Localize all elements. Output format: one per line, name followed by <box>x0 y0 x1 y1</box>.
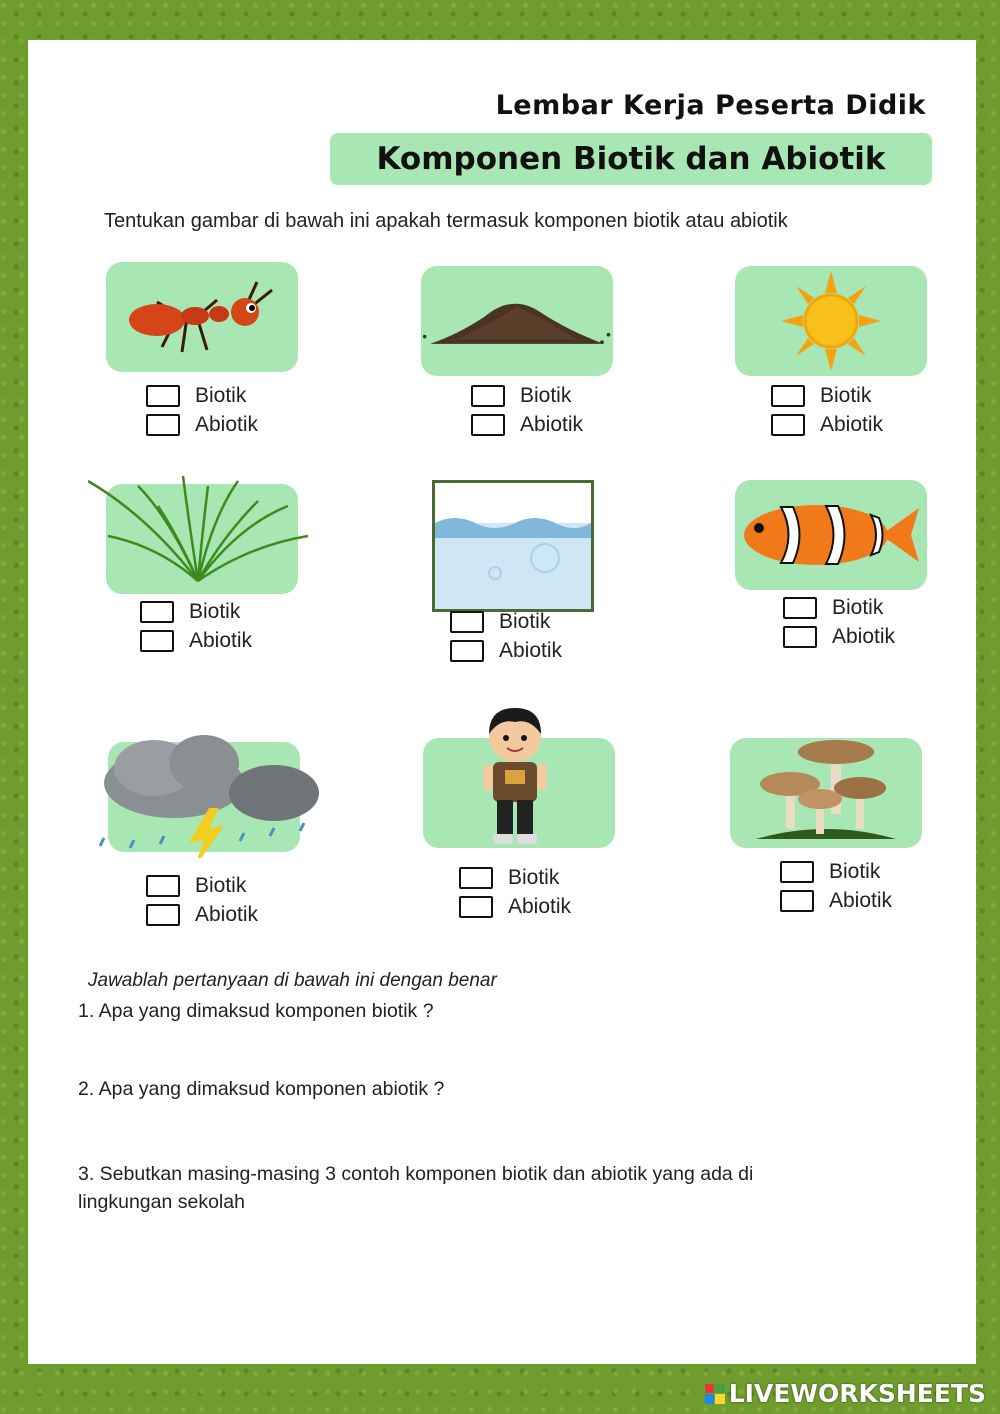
option-abiotik[interactable]: Abiotik <box>771 411 883 439</box>
option-abiotik[interactable]: Abiotik <box>780 887 892 915</box>
option-biotik[interactable]: Biotik <box>146 382 258 410</box>
checkbox[interactable] <box>780 861 814 883</box>
checkbox[interactable] <box>471 414 505 436</box>
checkbox[interactable] <box>140 601 174 623</box>
option-biotik[interactable]: Biotik <box>450 608 562 636</box>
clownfish-picture <box>735 480 927 590</box>
option-abiotik[interactable]: Abiotik <box>450 637 562 665</box>
option-abiotik[interactable]: Abiotik <box>146 411 258 439</box>
question-3-line-1: 3. Sebutkan masing-masing 3 contoh komponen biotik dan abiotik yang ada di <box>78 1163 754 1185</box>
option-abiotik[interactable]: Abiotik <box>459 893 571 921</box>
option-biotik[interactable]: Biotik <box>471 382 583 410</box>
checkbox[interactable] <box>783 626 817 648</box>
boy-picture <box>423 738 615 848</box>
checkbox[interactable] <box>146 875 180 897</box>
checkbox[interactable] <box>459 867 493 889</box>
option-abiotik[interactable]: Abiotik <box>783 623 895 651</box>
checkbox[interactable] <box>771 385 805 407</box>
option-biotik[interactable]: Biotik <box>780 858 892 886</box>
option-biotik[interactable]: Biotik <box>771 382 883 410</box>
question-2: 2. Apa yang dimaksud komponen abiotik ? <box>78 1078 445 1100</box>
option-abiotik[interactable]: Abiotik <box>146 901 258 929</box>
checkbox[interactable] <box>459 896 493 918</box>
sun-icon <box>781 271 881 371</box>
mushroom-icon <box>746 724 906 844</box>
liveworksheets-logo <box>705 1379 986 1408</box>
worksheet-title: Lembar Kerja Peserta Didik <box>495 90 926 121</box>
brand-name: LIVEWORKSHEETS <box>728 1379 986 1408</box>
checkbox[interactable] <box>771 414 805 436</box>
ant-picture <box>106 262 298 372</box>
water-picture <box>432 480 594 612</box>
soil-picture <box>421 266 613 376</box>
checkbox[interactable] <box>146 904 180 926</box>
checkbox[interactable] <box>471 385 505 407</box>
worksheet-page <box>28 40 976 1364</box>
checkbox[interactable] <box>450 640 484 662</box>
ant-icon <box>127 272 277 362</box>
logo-mark-icon <box>705 1384 725 1404</box>
topic-banner: Komponen Biotik dan Abiotik <box>330 133 932 185</box>
instruction-text: Tentukan gambar di bawah ini apakah termasuk komponen biotik atau abiotik <box>104 210 788 232</box>
option-biotik[interactable]: Biotik <box>146 872 258 900</box>
option-biotik[interactable]: Biotik <box>140 598 252 626</box>
option-abiotik[interactable]: Abiotik <box>471 411 583 439</box>
grass-icon <box>88 476 308 586</box>
mushroom-picture <box>730 738 922 848</box>
questions-intro: Jawablah pertanyaan di bawah ini dengan benar <box>88 970 497 991</box>
clownfish-icon <box>741 500 921 570</box>
sun-picture <box>735 266 927 376</box>
boy-icon <box>475 704 555 864</box>
option-abiotik[interactable]: Abiotik <box>140 627 252 655</box>
storm-picture <box>108 742 300 852</box>
grass-picture <box>106 484 298 594</box>
question-1: 1. Apa yang dimaksud komponen biotik ? <box>78 1000 434 1022</box>
option-biotik[interactable]: Biotik <box>783 594 895 622</box>
soil-icon <box>421 286 613 356</box>
checkbox[interactable] <box>783 597 817 619</box>
storm-cloud-icon <box>94 728 324 858</box>
checkbox[interactable] <box>140 630 174 652</box>
checkbox[interactable] <box>450 611 484 633</box>
water-icon <box>435 483 591 609</box>
checkbox[interactable] <box>146 414 180 436</box>
question-3-line-2: lingkungan sekolah <box>78 1191 245 1213</box>
checkbox[interactable] <box>146 385 180 407</box>
option-biotik[interactable]: Biotik <box>459 864 571 892</box>
checkbox[interactable] <box>780 890 814 912</box>
